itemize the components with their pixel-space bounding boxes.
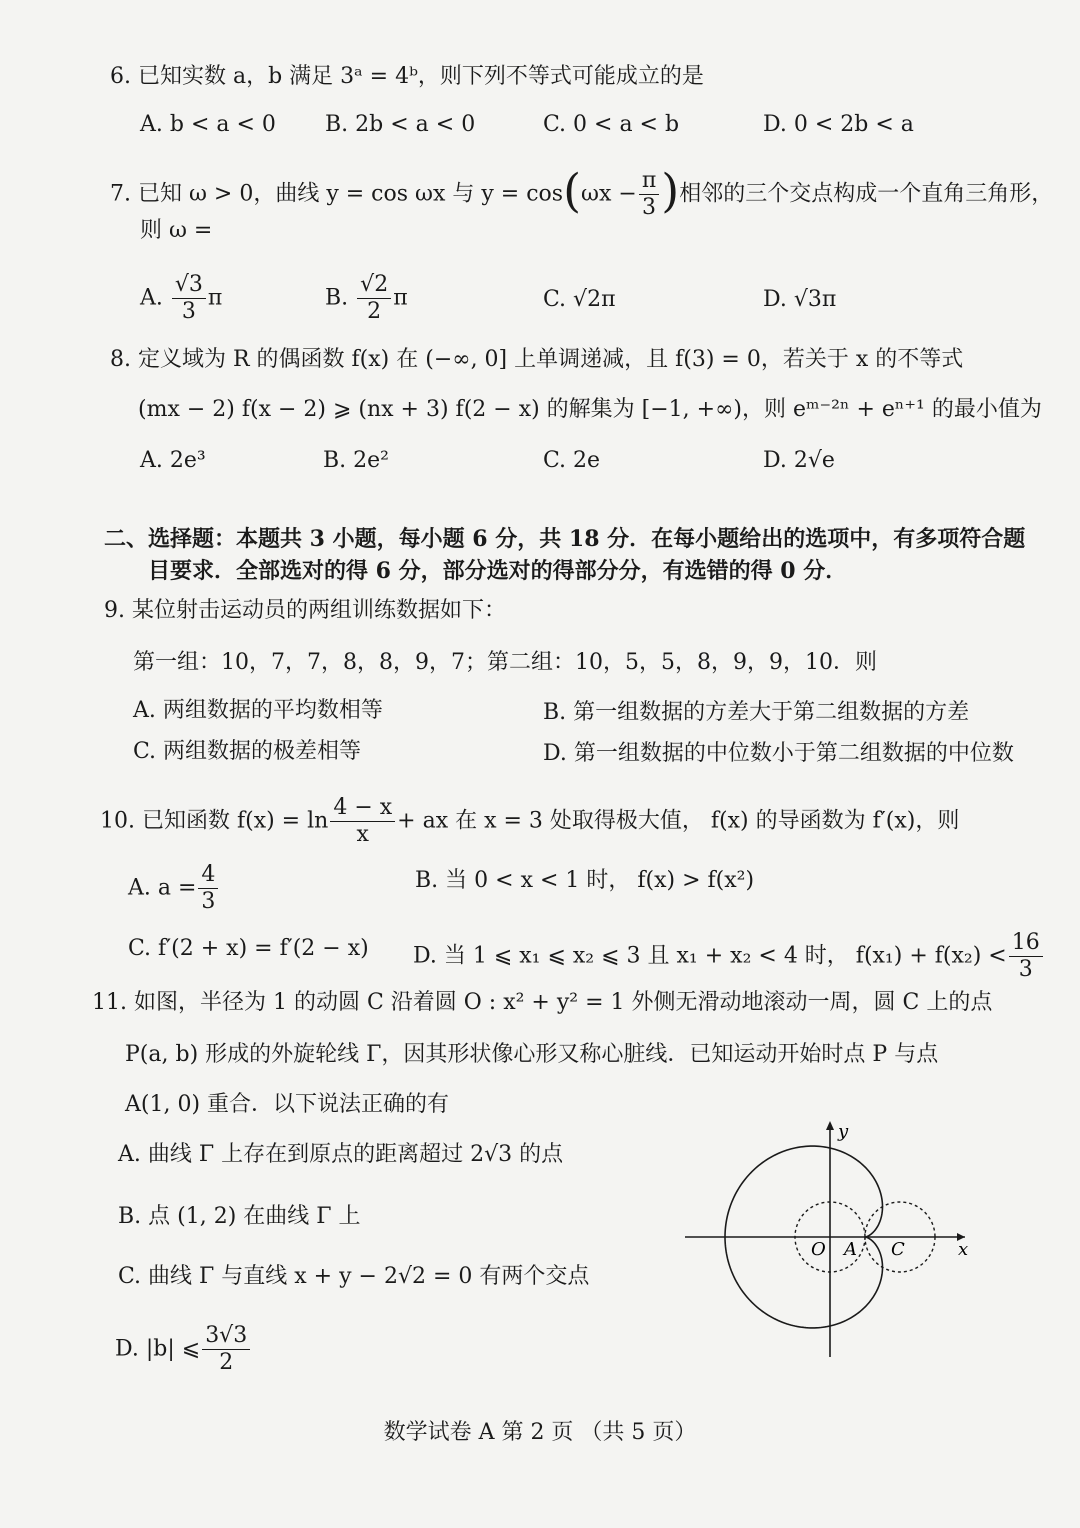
q10-option-d: D. 当 1 ⩽ x₁ ⩽ x₂ ⩽ 3 且 x₁ + x₂ < 4 时， f(x₁) + f(x₂) < $\frac{16}{3}$ <box>413 930 1045 983</box>
q7-option-d: D. √3π <box>763 287 837 312</box>
a-label: A <box>844 1239 857 1260</box>
q7-stem: 7. 已知 ω > 0，曲线 y = cos ωx 与 y = cos(ωx − $\frac{\pi}{3}$ )相邻的三个交点构成一个直角三角形， <box>110 163 1054 220</box>
q8-line2: (mx − 2) f(x − 2) ⩾ (nx + 3) f(2 − x) 的解集为 [−1, +∞)，则 eᵐ⁻²ⁿ + eⁿ⁺¹ 的最小值为 <box>138 397 1042 422</box>
x-label: x <box>958 1239 969 1260</box>
q8-option-a: A. 2e³ <box>140 448 206 473</box>
q9-option-a: A. 两组数据的平均数相等 <box>133 698 383 723</box>
q7-option-a: A. $\frac{√3}{3}$ π <box>140 272 223 324</box>
q11-line2: P(a, b) 形成的外旋轮线 Γ，因其形状像心形又称心脏线．已知运动开始时点 P 与点 <box>125 1042 939 1067</box>
q7-option-c: C. √2π <box>543 287 616 312</box>
q11-line1: 11. 如图，半径为 1 的动圆 C 沿着圆 O : x² + y² = 1 外侧无滑动地滚动一周，圆 C 上的点 <box>92 990 993 1015</box>
q11-option-b: B. 点 (1, 2) 在曲线 Γ 上 <box>118 1204 361 1229</box>
q7-frac-den: 3 <box>642 195 657 220</box>
section2-line2: 目要求．全部选对的得 6 分，部分选对的得部分分，有选错的得 0 分． <box>148 558 848 584</box>
q10-stem: 10. 已知函数 f(x) = ln $\frac{4 - x}{x}$ + ax 在 x = 3 处取得极大值， f(x) 的导函数为 f′(x)，则 <box>100 795 960 847</box>
q9-option-c: C. 两组数据的极差相等 <box>133 739 362 764</box>
q11-option-a: A. 曲线 Γ 上存在到原点的距离超过 2√3 的点 <box>118 1142 564 1167</box>
q7-stem-suffix: 相邻的三个交点构成一个直角三角形， <box>679 181 1054 207</box>
q7-option-b: B. $\frac{√2}{2}$ π <box>325 272 408 324</box>
q11-option-c: C. 曲线 Γ 与直线 x + y − 2√2 = 0 有两个交点 <box>118 1264 590 1289</box>
cardioid-figure <box>680 1115 980 1365</box>
q9-data: 第一组：10，7，7，8，8，9，7；第二组：10，5，5，8，9，9，10．则 <box>133 650 877 675</box>
q8-option-c: C. 2e <box>543 448 601 473</box>
q6-option-c: C. 0 < a < b <box>543 112 680 137</box>
section2-line1: 二、选择题：本题共 3 小题，每小题 6 分，共 18 分．在每小题给出的选项中，有多项符合题 <box>104 526 1026 552</box>
q10-option-a: A. a = $\frac{4}{3}$ <box>128 862 220 915</box>
o-label: O <box>811 1239 826 1260</box>
q11-line3: A(1, 0) 重合．以下说法正确的有 <box>125 1092 450 1117</box>
q10-option-c: C. f′(2 + x) = f′(2 − x) <box>128 936 369 961</box>
q8-option-b: B. 2e² <box>323 448 389 473</box>
q7-stem-prefix: 7. 已知 ω > 0，曲线 y = cos ωx 与 y = cos <box>110 181 564 207</box>
y-label: y <box>838 1121 849 1142</box>
q9-stem: 9. 某位射击运动员的两组训练数据如下： <box>104 598 506 623</box>
q10-option-b: B. 当 0 < x < 1 时， f(x) > f(x²) <box>415 868 755 893</box>
q7-stem-inner: ωx − <box>581 181 637 207</box>
q11-option-d: D. |b| ⩽ $\frac{3√3}{2}$ <box>115 1323 252 1376</box>
page-footer: 数学试卷 A 第 2 页 （共 5 页） <box>383 1420 697 1445</box>
q8-line1: 8. 定义域为 R 的偶函数 f(x) 在 (−∞, 0] 上单调递减，且 f(3) = 0，若关于 x 的不等式 <box>110 347 964 372</box>
q6-option-b: B. 2b < a < 0 <box>325 112 476 137</box>
q7-frac-num: π <box>639 168 659 195</box>
q8-option-d: D. 2√e <box>763 448 835 473</box>
q6-option-d: D. 0 < 2b < a <box>763 112 914 137</box>
q9-option-d: D. 第一组数据的中位数小于第二组数据的中位数 <box>543 741 1014 766</box>
y-axis-arrow <box>826 1121 834 1130</box>
q6-stem: 6. 已知实数 a，b 满足 3ᵃ = 4ᵇ，则下列不等式可能成立的是 <box>110 64 704 89</box>
q7-stem-line2: 则 ω = <box>140 218 213 243</box>
q6-option-a: A. b < a < 0 <box>140 112 276 137</box>
q9-option-b: B. 第一组数据的方差大于第二组数据的方差 <box>543 700 970 725</box>
c-label: C <box>891 1239 905 1260</box>
